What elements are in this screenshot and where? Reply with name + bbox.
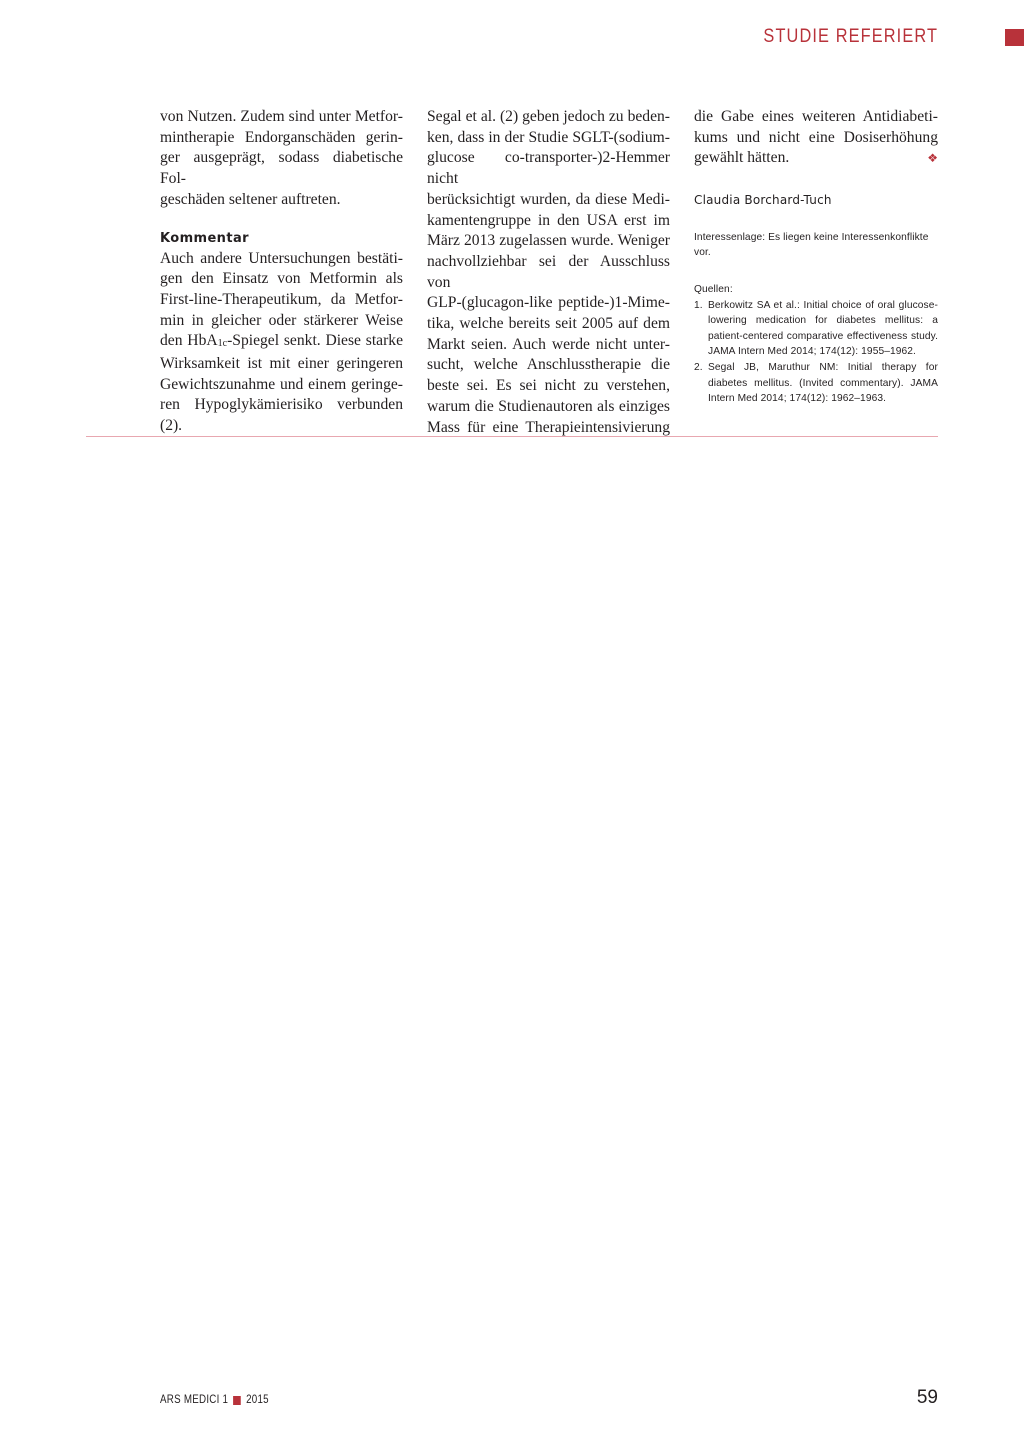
body-line: warum die Studienautoren als einziges (427, 397, 670, 415)
section-divider (86, 436, 938, 437)
body-line: nachvollziehbar sei der Ausschluss von (427, 252, 670, 291)
footer-journal (160, 1394, 269, 1406)
body-line: gen den Einsatz von Metformin als (160, 270, 403, 288)
hba-subscript: 1c (217, 338, 228, 350)
body-line: glucose co-transporter-)2-Hemmer nicht (427, 149, 670, 188)
body-line: First-line-Therapeutikum, da Metfor- (160, 290, 403, 308)
conflict-statement: Interessenlage: Es liegen keine Interessenkonflikte vor. (694, 231, 929, 259)
body-line: berücksichtigt wurden, da diese Medi- (427, 190, 670, 208)
column-2 (427, 107, 670, 438)
body-line: von Nutzen. Zudem sind unter Metfor- (160, 108, 403, 125)
body-line: kamentengruppe in den USA erst im (427, 211, 670, 229)
body-line: beste sei. Es sei nicht zu verstehen, (427, 377, 670, 395)
body-line (160, 331, 403, 354)
body-line: geschäden seltener auftreten. (160, 190, 341, 208)
comment-heading: Kommentar (160, 230, 249, 246)
body-line: Wirksamkeit ist mit einer geringeren (160, 355, 403, 373)
body-line: Mass für eine Therapieintensivierung (427, 418, 670, 436)
body-line: ger ausgeprägt, sodass diabetische Fol- (160, 149, 403, 188)
column-3 (694, 107, 938, 407)
reference-text: Berkowitz SA et al.: Initial choice of oral glucose-lowering medication for diabetes mellitus: a patient-centered comparative effectiveness study. JAMA Intern Med 2014; 174(12): 1955–1962. (708, 299, 938, 358)
column-1 (160, 107, 403, 437)
sources-title: Quellen: (694, 284, 733, 295)
reference-item (694, 298, 938, 360)
hba-suffix: -Spiegel senkt. Diese starke (227, 332, 404, 350)
footer-square-icon (233, 1396, 241, 1405)
section-label: STUDIE REFERIERT (763, 26, 938, 47)
body-line: März 2013 zugelassen wurde. Weniger (427, 232, 670, 250)
body-line: die Gabe eines weiteren Antidiabeti- (694, 108, 938, 125)
last-line: gewählt hätten. (694, 149, 790, 167)
body-line: kums und nicht eine Dosiserhöhung (694, 128, 938, 146)
reference-item (694, 360, 938, 407)
body-line: Gewichtszunahme und einem geringe- (160, 375, 403, 393)
journal-year: 2015 (246, 1394, 269, 1406)
body-line (694, 148, 938, 169)
reference-list (694, 298, 938, 407)
journal-name: ARS MEDICI 1 (160, 1394, 229, 1406)
body-line: ken, dass in der Studie SGLT-(sodium- (427, 128, 670, 146)
reference-text: Segal JB, Maruthur NM: Initial therapy for diabetes mellitus. (Invited commentary). JAMA Intern Med 2014; 174(12): 1962–1963. (708, 361, 938, 405)
reference-number: 2. (694, 361, 703, 373)
body-line: ren Hypoglykämierisiko verbunden (2). (160, 396, 403, 435)
page-number: 59 (916, 1387, 938, 1408)
body-line: Markt seien. Auch werde nicht unter- (427, 335, 670, 353)
end-mark-icon: ❖ (927, 151, 938, 166)
section-marker (1005, 29, 1024, 46)
body-line: tika, welche bereits seit 2005 auf dem (427, 315, 670, 333)
body-line: min in gleicher oder stärkerer Weise (160, 311, 403, 329)
body-line: Auch andere Untersuchungen bestäti- (160, 249, 403, 267)
body-line: sucht, welche Anschlusstherapie die (427, 356, 670, 374)
body-line: GLP-(glucagon-like peptide-)1-Mime- (427, 294, 670, 312)
body-line: Segal et al. (2) geben jedoch zu beden- (427, 108, 670, 125)
hba-prefix: den HbA (160, 332, 218, 350)
reference-number: 1. (694, 299, 703, 311)
body-line: mintherapie Endorganschäden gerin- (160, 128, 403, 146)
author-name: Claudia Borchard-Tuch (694, 193, 832, 208)
